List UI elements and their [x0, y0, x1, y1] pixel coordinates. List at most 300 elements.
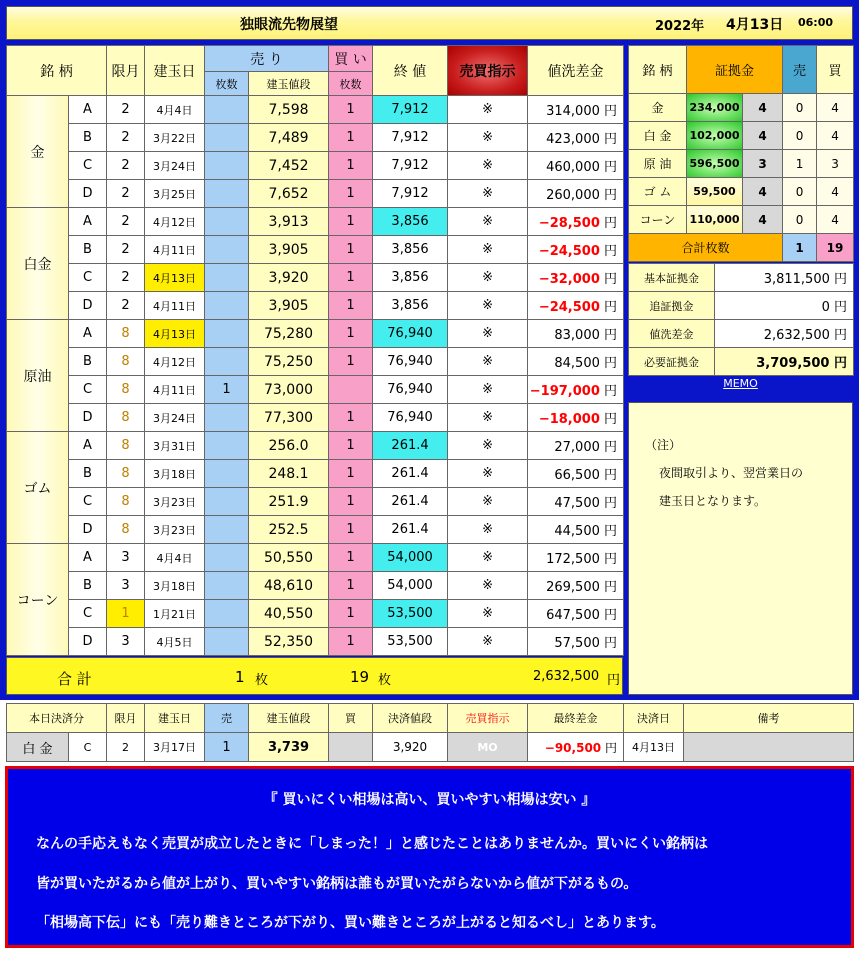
- margin-value: 59,500: [687, 178, 743, 206]
- position-instruction[interactable]: ※: [448, 628, 528, 656]
- settle-instr: MO: [448, 733, 528, 762]
- position-close: 3,856: [373, 236, 448, 264]
- position-close: 3,856: [373, 292, 448, 320]
- margin-value: 596,500: [687, 150, 743, 178]
- margin-col-uri: 売: [783, 46, 817, 94]
- position-date: 3月18日: [145, 572, 205, 600]
- margin-col-meigara: 銘 柄: [629, 46, 687, 94]
- settle-col-month: 限月: [107, 704, 145, 733]
- position-diff-value: 269,500: [546, 580, 600, 595]
- quote-box: [5, 766, 854, 948]
- settle-month: 2: [107, 733, 145, 762]
- margin-buy: 4: [817, 94, 854, 122]
- position-instruction[interactable]: ※: [448, 404, 528, 432]
- position-row: [7, 544, 624, 572]
- summary-label: 基本証拠金: [629, 264, 715, 292]
- position-diff: [528, 572, 624, 600]
- margin-header-row: [629, 46, 854, 94]
- settle-label: C: [69, 733, 107, 762]
- position-sell-count: [205, 600, 249, 628]
- position-row: [7, 292, 624, 320]
- settle-sell: 1: [205, 733, 249, 762]
- margin-buy: 4: [817, 206, 854, 234]
- position-diff-yen: 円: [604, 356, 618, 371]
- margin-mult: 4: [743, 94, 783, 122]
- position-label: D: [69, 292, 107, 320]
- position-close: 76,940: [373, 348, 448, 376]
- settlement-header-row: [7, 704, 854, 733]
- position-close: 261.4: [373, 516, 448, 544]
- position-diff-value: −28,500: [538, 216, 600, 231]
- position-date: 3月31日: [145, 432, 205, 460]
- margin-mult: 4: [743, 206, 783, 234]
- position-month: 2: [107, 292, 145, 320]
- margin-buy: 4: [817, 178, 854, 206]
- summary-value: 3,709,500 円: [715, 348, 854, 376]
- summary-row: [629, 348, 854, 376]
- quote-line-1: なんの手応えもなく売買が成立したときに「しまった！」と感じたことはありませんか。買いにくい銘柄は: [36, 836, 708, 852]
- position-month: 2: [107, 124, 145, 152]
- header-row-1: [7, 46, 624, 72]
- position-sell-count: [205, 236, 249, 264]
- position-close: 3,856: [373, 264, 448, 292]
- position-instruction[interactable]: ※: [448, 292, 528, 320]
- position-diff: [528, 404, 624, 432]
- position-price: 7,489: [249, 124, 329, 152]
- summary-label: 必要証拠金: [629, 348, 715, 376]
- totals-label: 合 計: [57, 670, 92, 688]
- position-diff-yen: 円: [604, 104, 618, 119]
- position-month: 8: [107, 460, 145, 488]
- position-instruction[interactable]: ※: [448, 152, 528, 180]
- position-sell-count: [205, 628, 249, 656]
- position-row: [7, 516, 624, 544]
- position-price: 48,610: [249, 572, 329, 600]
- position-diff-value: 84,500: [554, 356, 600, 371]
- position-row: [7, 600, 624, 628]
- position-sell-count: [205, 96, 249, 124]
- position-label: A: [69, 320, 107, 348]
- settle-col-buy: 買: [329, 704, 373, 733]
- position-date: 4月13日: [145, 264, 205, 292]
- position-month: 2: [107, 152, 145, 180]
- group-name: 金: [7, 96, 69, 208]
- settle-col-instr: 売買指示: [448, 704, 528, 733]
- position-price: 3,905: [249, 236, 329, 264]
- position-buy-count: 1: [329, 488, 373, 516]
- position-diff-value: 460,000: [546, 160, 600, 175]
- position-diff: [528, 376, 624, 404]
- position-diff: [528, 236, 624, 264]
- margin-sell: 0: [783, 122, 817, 150]
- memo-line-3: 建玉日となります。: [659, 494, 767, 508]
- position-month: 1: [107, 600, 145, 628]
- position-sell-count: [205, 488, 249, 516]
- position-instruction[interactable]: ※: [448, 208, 528, 236]
- margin-sell: 0: [783, 206, 817, 234]
- position-price: 256.0: [249, 432, 329, 460]
- position-buy-count: 1: [329, 628, 373, 656]
- position-close: 53,500: [373, 600, 448, 628]
- margin-col-shokokin: 証拠金: [687, 46, 783, 94]
- quote-line-3: 「相場高下伝」にも「売り難きところが下がり、買い難きところが上がると知るべし」とあります。: [36, 915, 665, 931]
- position-sell-count: [205, 516, 249, 544]
- position-diff-yen: 円: [604, 300, 618, 315]
- position-date: 4月11日: [145, 292, 205, 320]
- settle-col-diff: 最終差金: [528, 704, 624, 733]
- totals-unit-sell: 枚: [255, 673, 269, 688]
- settle-col-price: 建玉値段: [249, 704, 329, 733]
- position-row: [7, 320, 624, 348]
- title-bar: [6, 6, 853, 40]
- position-instruction[interactable]: ※: [448, 96, 528, 124]
- position-instruction[interactable]: ※: [448, 236, 528, 264]
- margin-col-kai: 買: [817, 46, 854, 94]
- memo-box: [628, 402, 853, 695]
- header-time: 06:00: [798, 16, 834, 29]
- position-diff: [528, 292, 624, 320]
- position-price: 77,300: [249, 404, 329, 432]
- position-month: 2: [107, 180, 145, 208]
- position-label: D: [69, 180, 107, 208]
- settle-settle-date: 4月13日: [624, 733, 684, 762]
- position-instruction[interactable]: ※: [448, 432, 528, 460]
- margin-name: 金: [629, 94, 687, 122]
- summary-row: [629, 264, 854, 292]
- position-month: 2: [107, 96, 145, 124]
- position-month: 3: [107, 544, 145, 572]
- position-price: 73,000: [249, 376, 329, 404]
- position-diff-value: 57,500: [554, 636, 600, 651]
- position-diff: [528, 628, 624, 656]
- totals-yen: 円: [607, 673, 621, 688]
- settle-diff-value: −90,500: [544, 740, 602, 755]
- position-instruction[interactable]: ※: [448, 460, 528, 488]
- position-buy-count: 1: [329, 460, 373, 488]
- position-date: 3月23日: [145, 516, 205, 544]
- position-row: [7, 376, 624, 404]
- settle-col-settle-price: 決済値段: [373, 704, 448, 733]
- position-label: B: [69, 236, 107, 264]
- position-instruction[interactable]: ※: [448, 488, 528, 516]
- margin-row: [629, 94, 854, 122]
- col-gengetsu: 限月: [107, 46, 145, 96]
- position-close: 54,000: [373, 544, 448, 572]
- position-buy-count: 1: [329, 348, 373, 376]
- position-instruction[interactable]: ※: [448, 376, 528, 404]
- totals-unit-buy: 枚: [378, 673, 392, 688]
- position-instruction[interactable]: ※: [448, 320, 528, 348]
- settle-diff-yen: 円: [604, 740, 617, 755]
- summary-row: [629, 292, 854, 320]
- position-diff-value: 260,000: [546, 188, 600, 203]
- settle-col-sell: 売: [205, 704, 249, 733]
- position-row: [7, 404, 624, 432]
- baibai-shiji-button[interactable]: 売買指示: [448, 46, 528, 96]
- position-diff-value: 314,000: [546, 104, 600, 119]
- position-buy-count: 1: [329, 264, 373, 292]
- position-close: 7,912: [373, 152, 448, 180]
- position-diff: [528, 544, 624, 572]
- position-price: 40,550: [249, 600, 329, 628]
- position-row: [7, 572, 624, 600]
- position-date: 4月11日: [145, 376, 205, 404]
- position-diff-yen: 円: [604, 580, 618, 595]
- settlement-table: [6, 703, 854, 762]
- position-diff-value: 47,500: [554, 496, 600, 511]
- position-diff-yen: 円: [604, 188, 618, 203]
- position-row: [7, 348, 624, 376]
- summary-label: 追証拠金: [629, 292, 715, 320]
- margin-sell: 0: [783, 94, 817, 122]
- position-buy-count: 1: [329, 544, 373, 572]
- position-price: 50,550: [249, 544, 329, 572]
- position-diff-yen: 円: [604, 244, 618, 259]
- position-diff: [528, 96, 624, 124]
- position-month: 2: [107, 264, 145, 292]
- settle-date: 3月17日: [145, 733, 205, 762]
- position-label: C: [69, 376, 107, 404]
- position-label: A: [69, 96, 107, 124]
- position-close: 7,912: [373, 124, 448, 152]
- position-price: 75,250: [249, 348, 329, 376]
- position-label: B: [69, 572, 107, 600]
- position-month: 8: [107, 404, 145, 432]
- position-row: [7, 180, 624, 208]
- position-diff: [528, 152, 624, 180]
- position-diff-yen: 円: [604, 496, 618, 511]
- position-diff: [528, 264, 624, 292]
- summary-value: 0 円: [715, 292, 854, 320]
- margin-table: [628, 45, 854, 262]
- position-diff: [528, 432, 624, 460]
- settlement-row: [7, 733, 854, 762]
- margin-value: 102,000: [687, 122, 743, 150]
- position-instruction[interactable]: ※: [448, 600, 528, 628]
- position-buy-count: 1: [329, 152, 373, 180]
- memo-link[interactable]: MEMO: [723, 377, 758, 390]
- position-date: 4月4日: [145, 544, 205, 572]
- position-diff-value: −18,000: [538, 412, 600, 427]
- settle-name: 白 金: [7, 733, 69, 762]
- position-date: 3月18日: [145, 460, 205, 488]
- position-instruction[interactable]: ※: [448, 516, 528, 544]
- settle-col-settle-date: 決済日: [624, 704, 684, 733]
- margin-name: 原 油: [629, 150, 687, 178]
- col-buy-maisu: 枚数: [329, 72, 373, 96]
- position-date: 3月24日: [145, 152, 205, 180]
- position-label: B: [69, 124, 107, 152]
- position-month: 2: [107, 208, 145, 236]
- summary-label: 値洗差金: [629, 320, 715, 348]
- position-price: 251.9: [249, 488, 329, 516]
- position-price: 7,652: [249, 180, 329, 208]
- margin-name: ゴ ム: [629, 178, 687, 206]
- position-sell-count: [205, 348, 249, 376]
- position-label: C: [69, 264, 107, 292]
- summary-table: [628, 263, 854, 376]
- col-sell-maisu: 枚数: [205, 72, 249, 96]
- position-instruction[interactable]: ※: [448, 264, 528, 292]
- position-month: 8: [107, 320, 145, 348]
- position-diff-value: 172,500: [546, 552, 600, 567]
- position-row: [7, 208, 624, 236]
- position-date: 1月21日: [145, 600, 205, 628]
- position-instruction[interactable]: ※: [448, 348, 528, 376]
- col-owarine: 終 値: [373, 46, 448, 96]
- position-date: 4月4日: [145, 96, 205, 124]
- position-row: [7, 432, 624, 460]
- margin-buy: 3: [817, 150, 854, 178]
- position-close: 7,912: [373, 96, 448, 124]
- position-instruction[interactable]: ※: [448, 124, 528, 152]
- position-price: 3,913: [249, 208, 329, 236]
- position-price: 3,905: [249, 292, 329, 320]
- margin-mult: 3: [743, 150, 783, 178]
- position-diff-yen: 円: [604, 328, 618, 343]
- position-row: [7, 628, 624, 656]
- margin-count-label: 合計枚数: [629, 234, 783, 262]
- margin-row: [629, 178, 854, 206]
- position-buy-count: 1: [329, 432, 373, 460]
- position-buy-count: 1: [329, 180, 373, 208]
- position-price: 7,598: [249, 96, 329, 124]
- margin-mult: 4: [743, 178, 783, 206]
- position-close: 261.4: [373, 488, 448, 516]
- margin-row: [629, 206, 854, 234]
- col-nearai: 値洗差金: [528, 46, 624, 96]
- position-diff-value: 27,000: [554, 440, 600, 455]
- memo-line-2: 夜間取引より、翌営業日の: [659, 466, 804, 480]
- position-sell-count: [205, 432, 249, 460]
- position-buy-count: 1: [329, 516, 373, 544]
- position-month: 8: [107, 348, 145, 376]
- position-buy-count: 1: [329, 320, 373, 348]
- position-diff-value: −197,000: [529, 384, 600, 399]
- position-label: D: [69, 628, 107, 656]
- memo-line-1: （注）: [645, 438, 682, 452]
- position-sell-count: [205, 544, 249, 572]
- position-diff-yen: 円: [604, 272, 618, 287]
- position-month: 8: [107, 376, 145, 404]
- position-label: B: [69, 348, 107, 376]
- position-close: 54,000: [373, 572, 448, 600]
- position-month: 2: [107, 236, 145, 264]
- settle-settle-price: 3,920: [373, 733, 448, 762]
- position-diff-yen: 円: [604, 160, 618, 175]
- settle-buy: [329, 733, 373, 762]
- margin-count-buy: 19: [817, 234, 854, 262]
- position-sell-count: [205, 404, 249, 432]
- margin-name: 白 金: [629, 122, 687, 150]
- position-diff-value: 83,000: [554, 328, 600, 343]
- position-month: 3: [107, 628, 145, 656]
- position-instruction[interactable]: ※: [448, 180, 528, 208]
- margin-count-row: [629, 234, 854, 262]
- group-name: 原油: [7, 320, 69, 432]
- position-sell-count: [205, 208, 249, 236]
- col-uri: 売 り: [205, 46, 329, 72]
- position-sell-count: [205, 152, 249, 180]
- col-kai: 買 い: [329, 46, 373, 72]
- summary-row: [629, 320, 854, 348]
- position-label: A: [69, 432, 107, 460]
- position-diff-value: 66,500: [554, 468, 600, 483]
- position-price: 7,452: [249, 152, 329, 180]
- group-name: 白金: [7, 208, 69, 320]
- position-diff-value: −24,500: [538, 300, 600, 315]
- header-date: 4月13日: [726, 17, 784, 33]
- position-diff-value: 44,500: [554, 524, 600, 539]
- position-diff-yen: 円: [604, 412, 618, 427]
- settle-note: [684, 733, 854, 762]
- margin-value: 234,000: [687, 94, 743, 122]
- position-diff-value: −24,500: [538, 244, 600, 259]
- position-diff: [528, 460, 624, 488]
- position-buy-count: 1: [329, 292, 373, 320]
- position-row: [7, 488, 624, 516]
- position-sell-count: [205, 460, 249, 488]
- settle-col-name: 本日決済分: [7, 704, 107, 733]
- page-title: 独眼流先物展望: [240, 17, 338, 33]
- col-tatedama-nedan: 建玉値段: [249, 72, 329, 96]
- position-close: 76,940: [373, 320, 448, 348]
- position-sell-count: [205, 124, 249, 152]
- margin-value: 110,000: [687, 206, 743, 234]
- settle-col-note: 備考: [684, 704, 854, 733]
- totals-sell-count: 1: [235, 668, 245, 686]
- position-price: 252.5: [249, 516, 329, 544]
- position-close: 53,500: [373, 628, 448, 656]
- position-instruction[interactable]: ※: [448, 544, 528, 572]
- settle-col-date: 建玉日: [145, 704, 205, 733]
- position-sell-count: [205, 292, 249, 320]
- position-instruction[interactable]: ※: [448, 572, 528, 600]
- quote-line-2: 皆が買いたがるから値が上がり、買いやすい銘柄は誰もが買いたがらないから値が下がるもの。: [36, 876, 638, 892]
- position-diff: [528, 348, 624, 376]
- position-label: C: [69, 152, 107, 180]
- positions-table: [6, 45, 624, 656]
- settlement-panel: [0, 700, 859, 764]
- header-year: 2022年: [655, 19, 705, 34]
- position-diff: [528, 208, 624, 236]
- position-buy-count: 1: [329, 236, 373, 264]
- margin-sell: 0: [783, 178, 817, 206]
- position-close: 3,856: [373, 208, 448, 236]
- position-date: 3月23日: [145, 488, 205, 516]
- position-diff: [528, 488, 624, 516]
- position-diff-yen: 円: [604, 636, 618, 651]
- totals-buy-count: 19: [350, 668, 370, 686]
- position-close: 261.4: [373, 460, 448, 488]
- position-label: C: [69, 600, 107, 628]
- group-name: コーン: [7, 544, 69, 656]
- position-date: 4月11日: [145, 236, 205, 264]
- position-diff-yen: 円: [604, 608, 618, 623]
- position-label: C: [69, 488, 107, 516]
- position-buy-count: 1: [329, 208, 373, 236]
- position-diff-yen: 円: [604, 384, 618, 399]
- position-buy-count: 1: [329, 96, 373, 124]
- margin-row: [629, 150, 854, 178]
- position-sell-count: 1: [205, 376, 249, 404]
- totals-diff: 2,632,500: [533, 669, 600, 684]
- position-label: A: [69, 544, 107, 572]
- position-close: 76,940: [373, 376, 448, 404]
- position-label: D: [69, 516, 107, 544]
- position-price: 3,920: [249, 264, 329, 292]
- quote-title: 『 買いにくい相場は高い、買いやすい相場は安い 』: [263, 792, 596, 808]
